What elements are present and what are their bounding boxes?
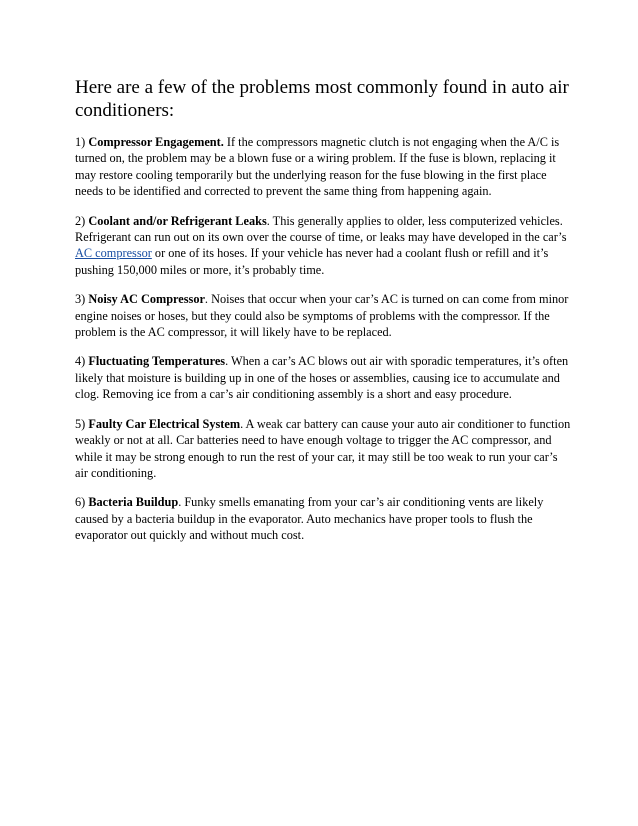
list-item-coolant-leaks bbox=[75, 213, 573, 279]
item-number: 1) bbox=[75, 135, 86, 149]
item-body: . A weak car battery can cause your auto air conditioner to function weakly or not at all. Car batteries need to have enough voltage to trigger the AC compressor, and while it may be strong enough to run the rest of your car, it may still be too weak to run your car’s air conditioning. bbox=[75, 416, 571, 480]
item-title: Noisy AC Compressor bbox=[88, 292, 205, 307]
item-body-continued: or one of its hoses. If your vehicle has never had a coolant flush or refill and it’s pushing 150,000 miles or more, it’s probably time. bbox=[75, 246, 549, 277]
list-item-electrical-system bbox=[75, 416, 573, 482]
list-item-noisy-compressor bbox=[75, 291, 573, 340]
document-body bbox=[75, 76, 573, 557]
list-item-bacteria-buildup bbox=[75, 494, 573, 543]
item-body: . This generally applies to older, less computerized vehicles. Refrigerant can run out on its own over the course of time, or leaks may have developed in the car’s bbox=[75, 213, 567, 245]
item-number: 6) bbox=[75, 495, 86, 510]
item-number: 3) bbox=[75, 292, 86, 307]
item-title: Compressor Engagement. bbox=[88, 135, 224, 149]
list-item-compressor-engagement bbox=[75, 134, 573, 200]
item-body: If the compressors magnetic clutch is not engaging when the A/C is turned on, the problem may be a blown fuse or a wiring problem. If the fuse is blown, replacing it may restore cooling temporarily but the underlying reason for the fuse blowing in the first place needs to be identified and corrected to prevent the same thing from happening again. bbox=[75, 135, 560, 199]
page-heading: Here are a few of the problems most commonly found in auto air conditioners: bbox=[75, 77, 569, 121]
item-title: Bacteria Buildup bbox=[88, 495, 179, 510]
item-body: . Funky smells emanating from your car’s air conditioning vents are likely caused by a bacteria buildup in the evaporator. Auto mechanics have proper tools to flush the evaporator out quickly and without much cost. bbox=[75, 495, 544, 543]
item-title: Coolant and/or Refrigerant Leaks bbox=[88, 213, 267, 228]
item-body: . When a car’s AC blows out air with sporadic temperatures, it’s often likely that moisture is building up in one of the hoses or assemblies, causing ice to accumulate and clog. Removing ice from a car’s air conditioning assembly is a short and easy procedure. bbox=[75, 354, 569, 402]
item-body: . Noises that occur when your car’s AC is turned on can come from minor engine noises or hoses, but they could also be symptoms of problems with the compressor. If the problem is the AC compressor, it will likely have to be replaced. bbox=[75, 292, 569, 340]
item-number: 4) bbox=[75, 354, 86, 369]
ac-compressor-link[interactable]: AC compressor bbox=[75, 246, 152, 261]
list-item-fluctuating-temperatures bbox=[75, 353, 573, 402]
item-title: Fluctuating Temperatures bbox=[88, 354, 226, 369]
item-number: 2) bbox=[75, 213, 86, 228]
item-number: 5) bbox=[75, 416, 86, 431]
item-title: Faulty Car Electrical System bbox=[88, 416, 241, 431]
